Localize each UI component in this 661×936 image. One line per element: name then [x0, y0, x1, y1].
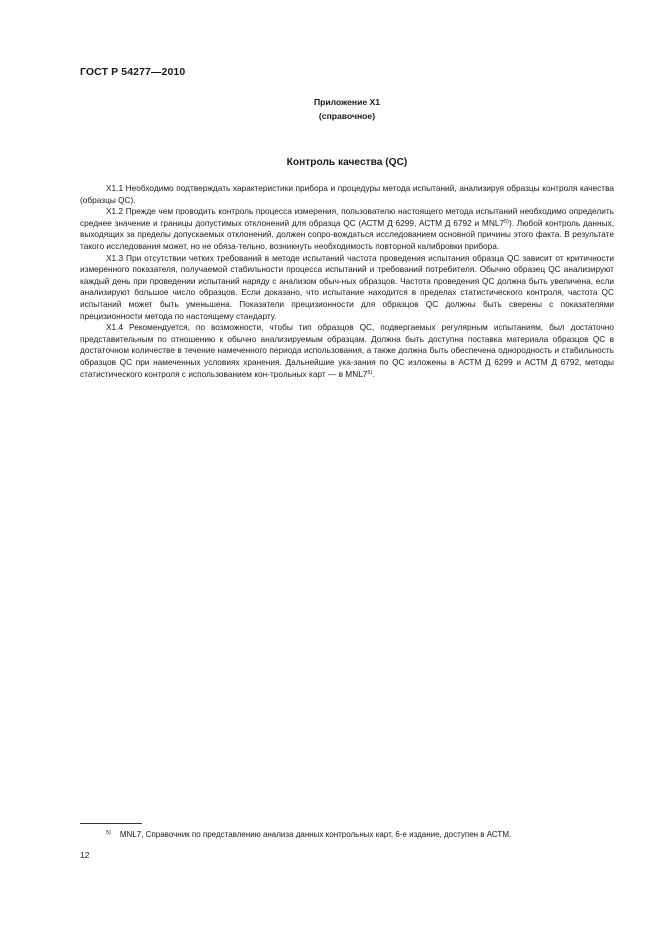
footnote-text: MNL7, Справочник по представлению анализа данных контрольных карт, 6-е издание, доступен в АСТМ.: [119, 830, 512, 839]
appendix-type: (справочное): [318, 111, 376, 121]
section-title: Контроль качества (QC): [286, 157, 408, 168]
appendix-heading: [80, 95, 614, 123]
paragraph-x1-4: [80, 322, 614, 380]
document-header: ГОСТ Р 54277—2010: [80, 66, 186, 78]
appendix-label: Приложение Х1: [313, 97, 381, 107]
footnote: [106, 828, 511, 840]
body-text: [80, 183, 614, 380]
paragraph-x1-4-part1: Х1.4 Рекомендуется, по возможности, чтобы тип образцов QC, подвергаемых регулярным испытаниям, был достаточно представительным по отношению к обычно анализируемым образцам. Должна быть доступна поставка материала образцов QC в достаточном количестве в течение намеченного периода использования, а также должна быть обеспечена однородность и стабильность образцов QC при намеченных условиях хранения. Дальнейшие ука-зания по QC изложены в АСТМ Д 6299 и АСТМ Д 6792, методы статистического контроля с использованием кон-трольных карт — в MNL7: [80, 322, 614, 379]
paragraph-x1-3: Х1.3 При отсутствии четких требований в методе испытаний частота проведения испытания образца QC зависит от критичности измеренного показателя, получаемой стабильности процесса испытаний и требований потребителя. Обычно образец QC анализируют каждый день при проведении испытаний наряду с анализом обыч-ных образцов. Частота проведения QC должна быть увеличена, если анализируют большое число образцов. Если доказано, что испытание находится в пределах статистического контроля, частота QC испытаний может быть уменьшена. Показатели прецизионности для образцов QC должны быть сверены с показателями прецизионности метода по настоящему стандарту.: [80, 252, 614, 321]
paragraph-x1-4-part2: .: [372, 368, 375, 379]
footnote-ref: 5): [504, 218, 509, 225]
footnote-divider: [80, 823, 142, 824]
paragraph-x1-2-part2: ). Любой контроль данных, выходящих за пределы допускаемых отклонений, должен сопро-вождаться исследованием основной причины этого факта. В результате такого исследования может, но не обяза-тельно, возникнуть необходимость повторной калибровки прибора.: [80, 217, 614, 251]
paragraph-x1-2: [80, 206, 614, 252]
paragraph-x1-2-part1: Х1.2 Прежде чем проводить контроль процесса измерения, пользователю настоящего метода испытаний необходимо определить среднее значение и границы допустимых отклонений для образца QC (АСТМ Д 6299, АСТМ Д 6792 и MNL7: [80, 206, 614, 228]
footnote-mark: 5): [106, 830, 111, 836]
page-number: 12: [80, 850, 90, 860]
footnote-ref: 5): [367, 369, 373, 376]
paragraph-x1-1: Х1.1 Необходимо подтверждать характеристики прибора и процедуры метода испытаний, анализируя образцы контроля качества (образцы QC).: [80, 183, 614, 205]
